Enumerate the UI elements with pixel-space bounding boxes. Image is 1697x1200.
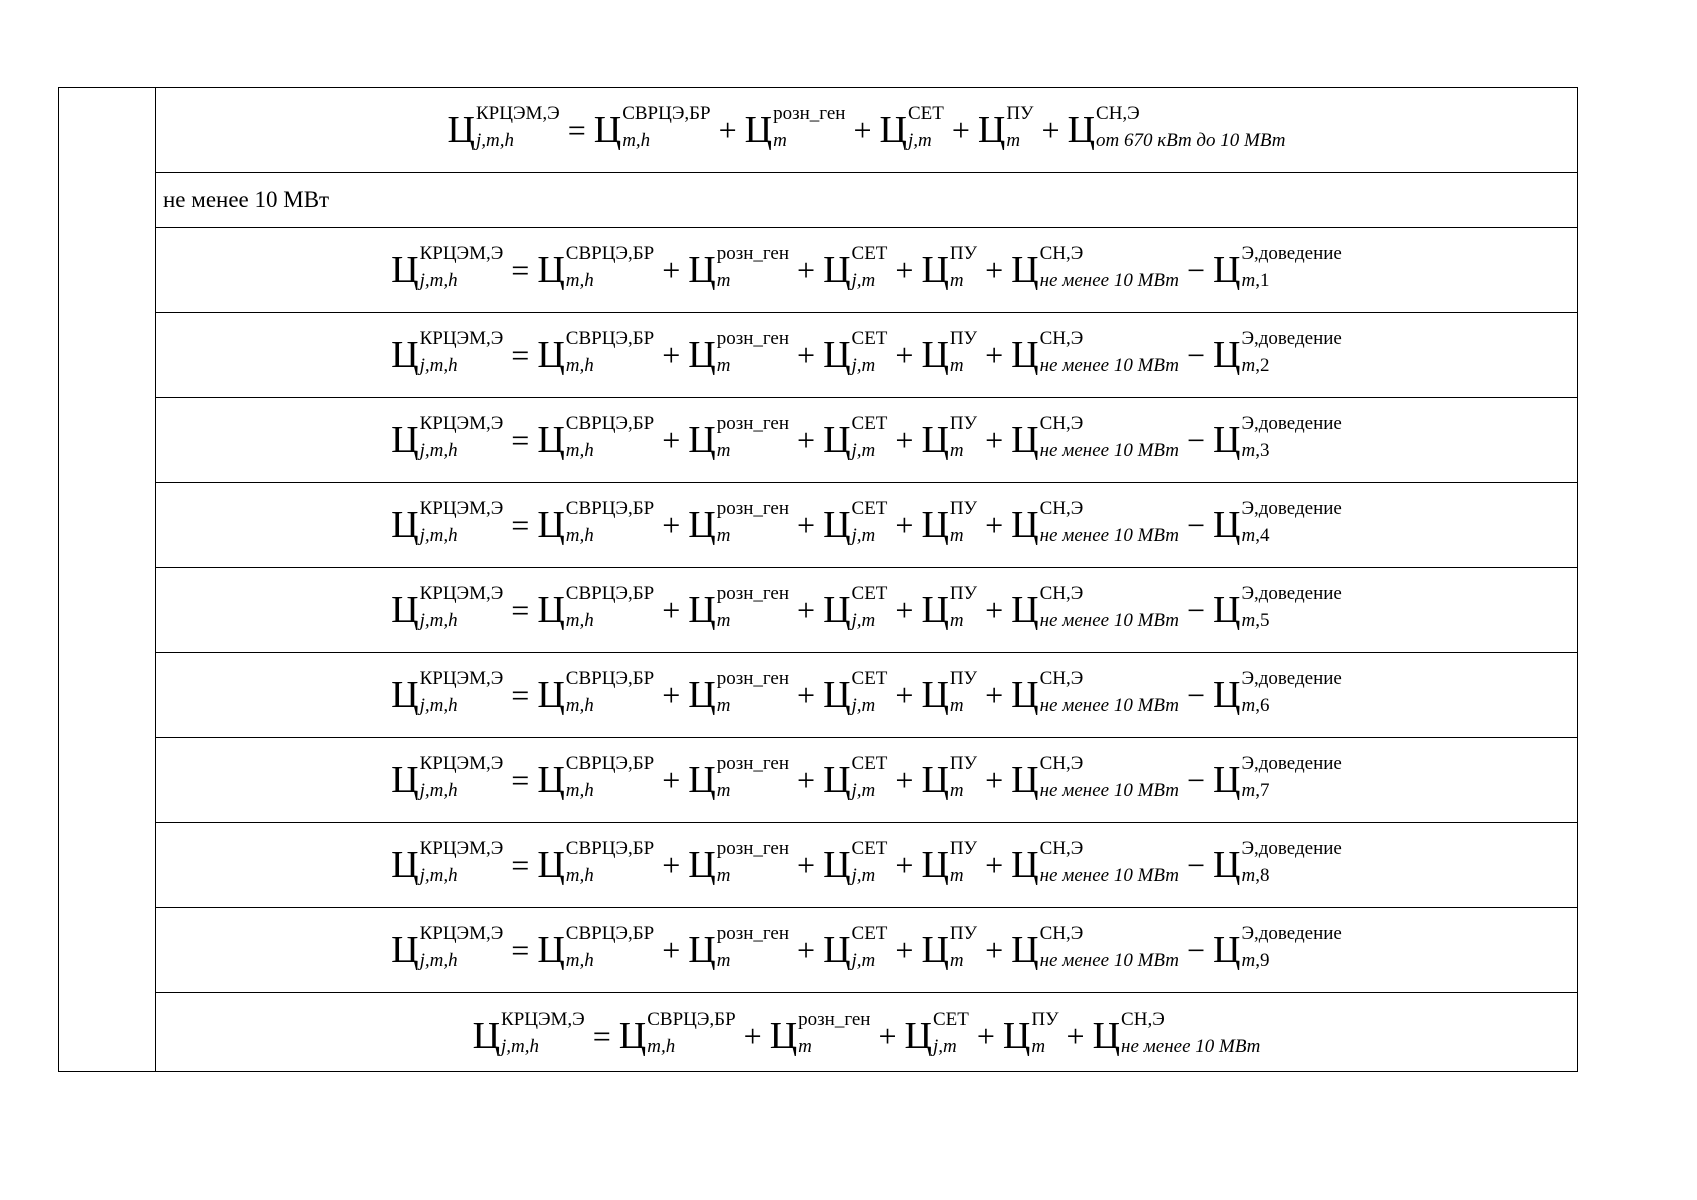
term-dovedenie: Ц Э,доведение m,2 — [1213, 328, 1342, 376]
term-sn: Ц СН,Э не менее 10 МВт — [1011, 583, 1179, 631]
plus-sign: + — [985, 252, 1004, 288]
left-empty-column — [59, 88, 156, 1071]
sub-var: m — [1241, 270, 1256, 291]
formula-row-dovedenie-9 — [156, 908, 1577, 993]
sub-num: ,3 — [1255, 440, 1270, 461]
plus-sign: + — [878, 1017, 897, 1054]
term-sn: Ц СН,Э не менее 10 МВт — [1011, 753, 1179, 801]
plus-sign: + — [662, 507, 681, 543]
term-rozn-gen: Ц розн_ген m — [688, 498, 790, 546]
term-set: Ц СЕТ j,m — [823, 243, 888, 291]
sub-num: ,2 — [1255, 355, 1270, 376]
lhs-term: Ц КРЦЭМ,Э j,m,h — [391, 923, 504, 971]
formula-rows — [156, 88, 1577, 1071]
sub-var: m — [1241, 780, 1256, 801]
formula-row-dovedenie-8 — [156, 823, 1577, 908]
formula-table — [58, 87, 1578, 1072]
equals-sign: = — [511, 677, 530, 713]
formula — [389, 838, 1344, 886]
term-sn: Ц СН,Э не менее 10 МВт — [1011, 243, 1179, 291]
sub-num: ,7 — [1255, 780, 1270, 801]
lhs-term: Ц КРЦЭМ,Э j,m,h — [472, 1008, 585, 1057]
term-set: Ц СЕТ j,m — [879, 103, 944, 151]
plus-sign: + — [797, 592, 816, 628]
term-rozn-gen: Ц розн_ген m — [688, 668, 790, 716]
sub-var: m — [1241, 695, 1256, 716]
term-dovedenie: Ц Э,доведение m,7 — [1213, 753, 1342, 801]
formula — [389, 583, 1344, 631]
term-set: Ц СЕТ j,m — [823, 328, 888, 376]
formula-row-dovedenie-1 — [156, 228, 1577, 313]
section-label: не менее 10 МВт — [163, 187, 330, 212]
term-sn: Ц СН,Э не менее 10 МВт — [1092, 1008, 1261, 1057]
minus-sign: − — [1186, 847, 1206, 883]
formula — [389, 498, 1344, 546]
plus-sign: + — [662, 847, 681, 883]
term-svrce: Ц СВРЦЭ,БР m,h — [537, 498, 655, 546]
term-svrce: Ц СВРЦЭ,БР m,h — [537, 753, 655, 801]
term-dovedenie: Ц Э,доведение m,3 — [1213, 413, 1342, 461]
plus-sign: + — [985, 677, 1004, 713]
plus-sign: + — [662, 677, 681, 713]
term-dovedenie: Ц Э,доведение m,5 — [1213, 583, 1342, 631]
plus-sign: + — [985, 592, 1004, 628]
term-rozn-gen: Ц розн_ген m — [688, 923, 790, 971]
formula-row-dovedenie-6 — [156, 653, 1577, 738]
equals-sign: = — [511, 252, 530, 288]
term-sn: Ц СН,Э не менее 10 МВт — [1011, 413, 1179, 461]
plus-sign: + — [662, 252, 681, 288]
minus-sign: − — [1186, 592, 1206, 628]
term-svrce: Ц СВРЦЭ,БР m,h — [537, 583, 655, 631]
term-dovedenie: Ц Э,доведение m,1 — [1213, 243, 1342, 291]
term-set: Ц СЕТ j,m — [823, 668, 888, 716]
plus-sign: + — [976, 1017, 995, 1054]
term-rozn-gen: Ц розн_ген m — [744, 103, 846, 151]
term-pu: Ц ПУ m — [921, 753, 978, 801]
term-pu: Ц ПУ m — [921, 328, 978, 376]
term-rozn-gen: Ц розн_ген m — [688, 413, 790, 461]
term-dovedenie: Ц Э,доведение m,6 — [1213, 668, 1342, 716]
term-sn: Ц СН,Э не менее 10 МВт — [1011, 328, 1179, 376]
plus-sign: + — [853, 112, 872, 148]
term-svrce: Ц СВРЦЭ,БР m,h — [537, 243, 655, 291]
equals-sign: = — [511, 422, 530, 458]
plus-sign: + — [895, 932, 914, 968]
term-sn: Ц СН,Э не менее 10 МВт — [1011, 668, 1179, 716]
sub-var: m — [1241, 525, 1256, 546]
term-svrce: Ц СВРЦЭ,БР m,h — [537, 923, 655, 971]
sub-num: ,9 — [1255, 950, 1270, 971]
plus-sign: + — [985, 847, 1004, 883]
plus-sign: + — [662, 762, 681, 798]
sub-num: ,4 — [1255, 525, 1270, 546]
formula — [389, 243, 1344, 291]
term-pu: Ц ПУ m — [921, 583, 978, 631]
plus-sign: + — [985, 507, 1004, 543]
term-svrce: Ц СВРЦЭ,БР m,h — [537, 328, 655, 376]
formula — [446, 103, 1288, 151]
term-sn: Ц СН,Э не менее 10 МВт — [1011, 923, 1179, 971]
plus-sign: + — [1041, 112, 1060, 148]
term-pu: Ц ПУ m — [921, 838, 978, 886]
equals-sign: = — [592, 1017, 611, 1054]
minus-sign: − — [1186, 677, 1206, 713]
plus-sign: + — [662, 932, 681, 968]
formula-row-dovedenie-7 — [156, 738, 1577, 823]
plus-sign: + — [797, 762, 816, 798]
plus-sign: + — [718, 112, 737, 148]
term-pu: Ц ПУ m — [921, 413, 978, 461]
term-set: Ц СЕТ j,m — [823, 498, 888, 546]
lhs-term: Ц КРЦЭМ,Э j,m,h — [447, 103, 560, 151]
formula-row-dovedenie-4 — [156, 483, 1577, 568]
term-sn: Ц СН,Э не менее 10 МВт — [1011, 838, 1179, 886]
lhs-term: Ц КРЦЭМ,Э j,m,h — [391, 498, 504, 546]
term-set: Ц СЕТ j,m — [823, 923, 888, 971]
term-sn: Ц СН,Э не менее 10 МВт — [1011, 498, 1179, 546]
section-label-row — [156, 173, 1577, 228]
equals-sign: = — [511, 337, 530, 373]
plus-sign: + — [1066, 1017, 1085, 1054]
lhs-term: Ц КРЦЭМ,Э j,m,h — [391, 668, 504, 716]
term-rozn-gen: Ц розн_ген m — [688, 838, 790, 886]
formula-row-dovedenie-3 — [156, 398, 1577, 483]
minus-sign: − — [1186, 337, 1206, 373]
plus-sign: + — [797, 932, 816, 968]
plus-sign: + — [895, 337, 914, 373]
term-sn: Ц СН,Э от 670 кВт до 10 МВт — [1067, 103, 1286, 151]
plus-sign: + — [985, 422, 1004, 458]
plus-sign: + — [797, 422, 816, 458]
minus-sign: − — [1186, 422, 1206, 458]
term-set: Ц СЕТ j,m — [823, 753, 888, 801]
plus-sign: + — [797, 337, 816, 373]
plus-sign: + — [662, 592, 681, 628]
term-svrce: Ц СВРЦЭ,БР m,h — [618, 1008, 736, 1057]
formula-row-no-dovedenie — [156, 993, 1577, 1078]
plus-sign: + — [662, 337, 681, 373]
term-rozn-gen: Ц розн_ген m — [769, 1008, 871, 1057]
term-dovedenie: Ц Э,доведение m,8 — [1213, 838, 1342, 886]
term-set: Ц СЕТ j,m — [823, 838, 888, 886]
term-pu: Ц ПУ m — [921, 923, 978, 971]
term-svrce: Ц СВРЦЭ,БР m,h — [593, 103, 711, 151]
formula-row-dovedenie-2 — [156, 313, 1577, 398]
plus-sign: + — [895, 422, 914, 458]
lhs-term: Ц КРЦЭМ,Э j,m,h — [391, 838, 504, 886]
term-dovedenie: Ц Э,доведение m,9 — [1213, 923, 1342, 971]
plus-sign: + — [985, 337, 1004, 373]
sub-var: m — [1241, 440, 1256, 461]
term-set: Ц СЕТ j,m — [904, 1008, 969, 1057]
plus-sign: + — [662, 422, 681, 458]
formula — [389, 328, 1344, 376]
plus-sign: + — [895, 847, 914, 883]
equals-sign: = — [511, 507, 530, 543]
plus-sign: + — [797, 252, 816, 288]
formula — [471, 1008, 1263, 1057]
sub-num: ,6 — [1255, 695, 1270, 716]
plus-sign: + — [951, 112, 970, 148]
sub-num: ,5 — [1255, 610, 1270, 631]
sub-num: ,8 — [1255, 865, 1270, 886]
lhs-term: Ц КРЦЭМ,Э j,m,h — [391, 243, 504, 291]
plus-sign: + — [797, 677, 816, 713]
minus-sign: − — [1186, 932, 1206, 968]
term-rozn-gen: Ц розн_ген m — [688, 583, 790, 631]
equals-sign: = — [511, 847, 530, 883]
equals-sign: = — [511, 932, 530, 968]
minus-sign: − — [1186, 507, 1206, 543]
term-set: Ц СЕТ j,m — [823, 413, 888, 461]
formula-row-670kw-10mw — [156, 88, 1577, 173]
term-rozn-gen: Ц розн_ген m — [688, 328, 790, 376]
term-svrce: Ц СВРЦЭ,БР m,h — [537, 668, 655, 716]
minus-sign: − — [1186, 252, 1206, 288]
sub-var: m — [1241, 865, 1256, 886]
plus-sign: + — [895, 762, 914, 798]
equals-sign: = — [511, 762, 530, 798]
plus-sign: + — [797, 847, 816, 883]
lhs-term: Ц КРЦЭМ,Э j,m,h — [391, 413, 504, 461]
plus-sign: + — [797, 507, 816, 543]
plus-sign: + — [895, 592, 914, 628]
plus-sign: + — [985, 762, 1004, 798]
term-pu: Ц ПУ m — [1002, 1008, 1059, 1057]
plus-sign: + — [895, 252, 914, 288]
term-pu: Ц ПУ m — [921, 668, 978, 716]
sub-var: m — [1241, 950, 1256, 971]
term-rozn-gen: Ц розн_ген m — [688, 243, 790, 291]
term-dovedenie: Ц Э,доведение m,4 — [1213, 498, 1342, 546]
formula — [389, 753, 1344, 801]
lhs-term: Ц КРЦЭМ,Э j,m,h — [391, 583, 504, 631]
term-svrce: Ц СВРЦЭ,БР m,h — [537, 838, 655, 886]
plus-sign: + — [895, 507, 914, 543]
sub-var: m — [1241, 610, 1256, 631]
term-rozn-gen: Ц розн_ген m — [688, 753, 790, 801]
sub-var: m — [1241, 355, 1256, 376]
term-pu: Ц ПУ m — [921, 243, 978, 291]
formula-row-dovedenie-5 — [156, 568, 1577, 653]
plus-sign: + — [743, 1017, 762, 1054]
minus-sign: − — [1186, 762, 1206, 798]
plus-sign: + — [895, 677, 914, 713]
equals-sign: = — [567, 112, 586, 148]
formula — [389, 668, 1344, 716]
term-pu: Ц ПУ m — [977, 103, 1034, 151]
lhs-term: Ц КРЦЭМ,Э j,m,h — [391, 328, 504, 376]
formula — [389, 923, 1344, 971]
equals-sign: = — [511, 592, 530, 628]
lhs-term: Ц КРЦЭМ,Э j,m,h — [391, 753, 504, 801]
term-pu: Ц ПУ m — [921, 498, 978, 546]
formula — [389, 413, 1344, 461]
term-svrce: Ц СВРЦЭ,БР m,h — [537, 413, 655, 461]
sub-num: ,1 — [1255, 270, 1270, 291]
term-set: Ц СЕТ j,m — [823, 583, 888, 631]
plus-sign: + — [985, 932, 1004, 968]
